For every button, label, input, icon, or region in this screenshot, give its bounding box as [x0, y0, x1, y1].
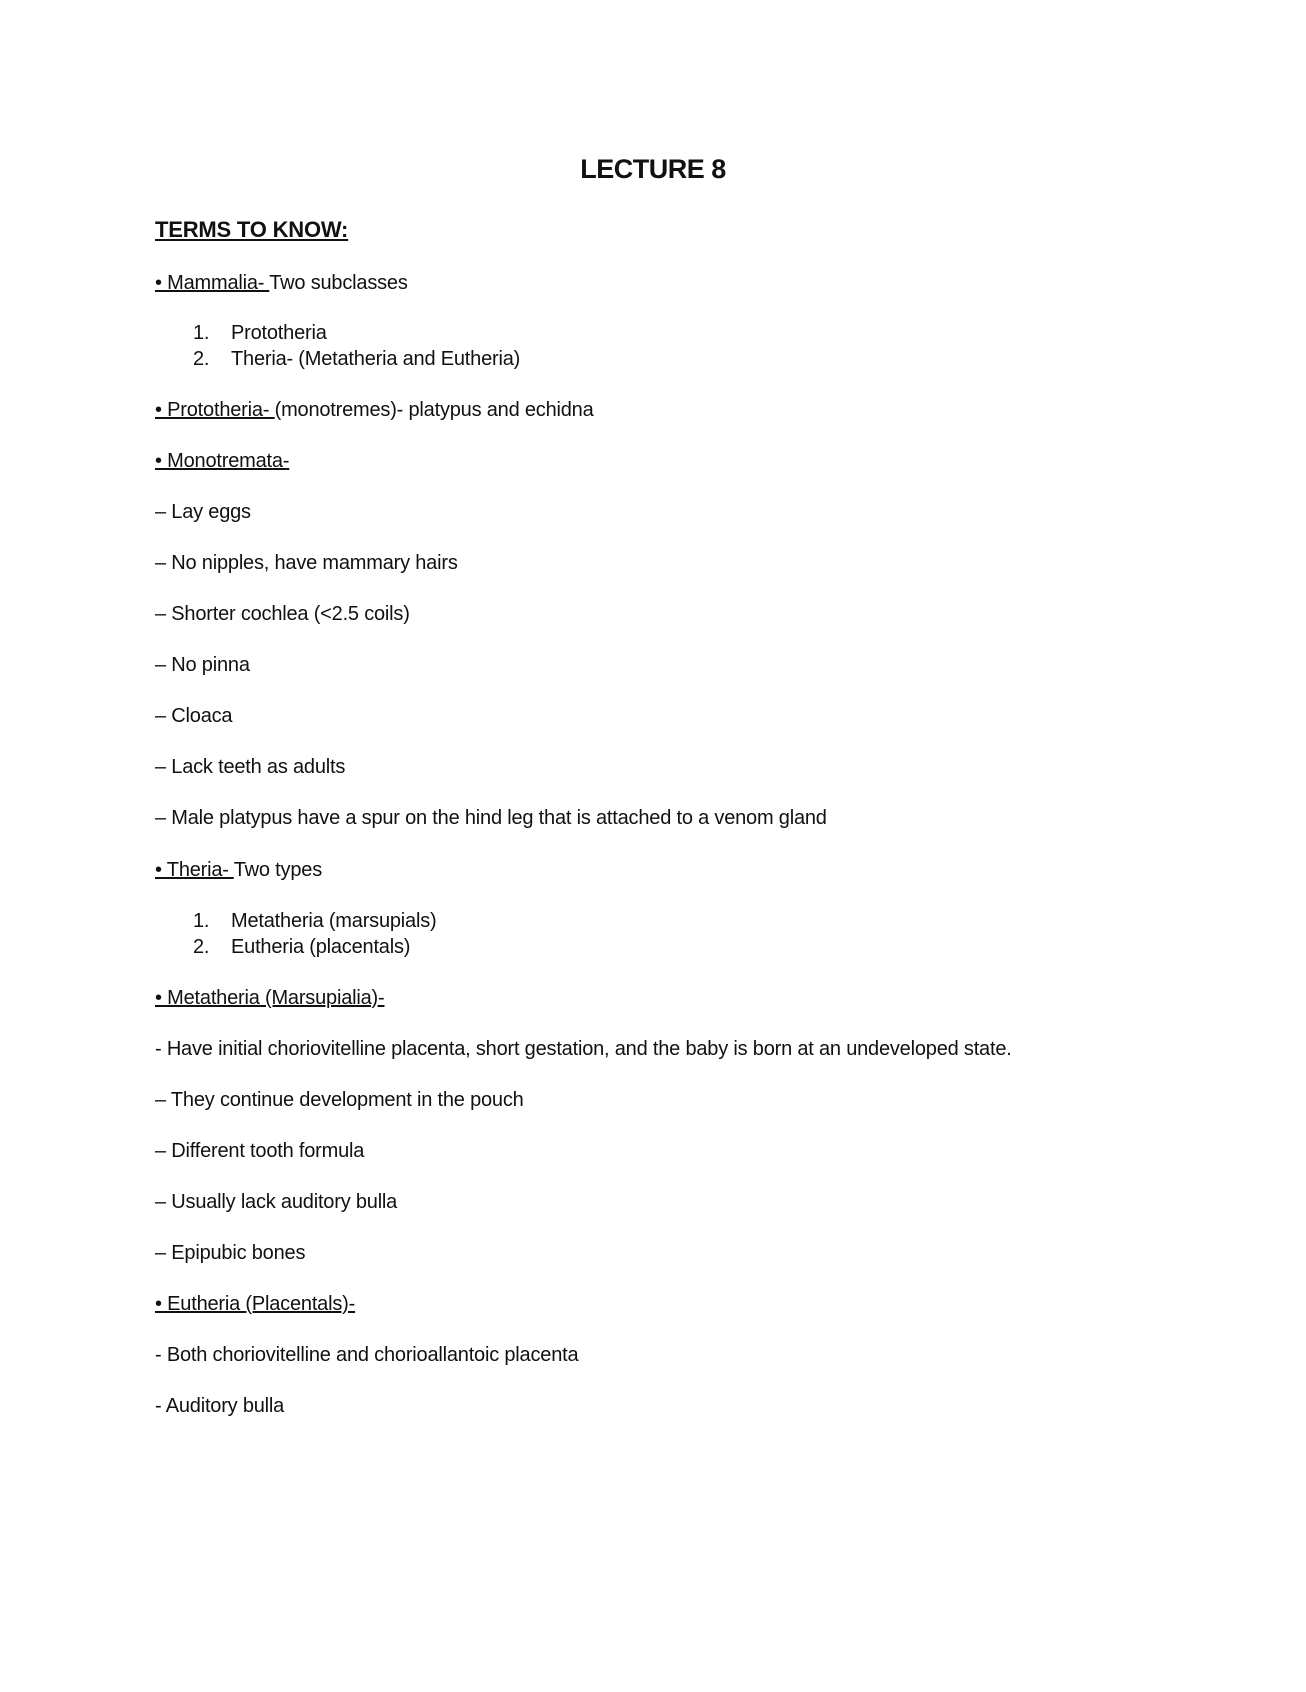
bullet-item: – Different tooth formula: [155, 1140, 365, 1162]
bullet-item: - Both choriovitelline and chorioallantoic placenta: [155, 1344, 579, 1366]
bullet-item: – No pinna: [155, 654, 250, 676]
theria-term: • Theria-: [155, 859, 234, 881]
eutheria-entry: [155, 1291, 355, 1317]
monotremata-term: • Monotremata-: [155, 450, 290, 472]
list-item: [193, 346, 520, 372]
bullet-item: - Auditory bulla: [155, 1395, 285, 1417]
bullet-item: – Male platypus have a spur on the hind leg that is attached to a venom gland: [155, 807, 827, 829]
bullet-item: – Epipubic bones: [155, 1242, 306, 1264]
mammalia-term: • Mammalia-: [155, 272, 270, 294]
list-number: 2.: [193, 348, 210, 370]
theria-entry: [155, 857, 322, 883]
theria-desc: Two types: [233, 859, 322, 881]
prototheria-term: • Prototheria-: [155, 399, 275, 421]
bullet-item: – No nipples, have mammary hairs: [155, 552, 458, 574]
bullet-item: - Have initial choriovitelline placenta, short gestation, and the baby is born at an undeveloped state.: [155, 1038, 1012, 1060]
list-item: [193, 934, 410, 960]
list-item: [193, 908, 436, 934]
bullet-item: – Lay eggs: [155, 501, 251, 523]
bullet-item: – Shorter cochlea (<2.5 coils): [155, 603, 410, 625]
list-text: Prototheria: [231, 322, 327, 344]
list-text: Eutheria (placentals): [231, 936, 411, 958]
list-text: Theria- (Metatheria and Eutheria): [231, 348, 521, 370]
list-number: 1.: [193, 322, 210, 344]
mammalia-desc: Two subclasses: [269, 272, 408, 294]
list-number: 1.: [193, 910, 210, 932]
list-text: Metatheria (marsupials): [231, 910, 437, 932]
mammalia-entry: [155, 270, 408, 296]
eutheria-term: • Eutheria (Placentals)-: [155, 1293, 356, 1315]
prototheria-desc: (monotremes)- platypus and echidna: [274, 399, 594, 421]
metatheria-entry: [155, 985, 384, 1011]
bullet-item: – They continue development in the pouch: [155, 1089, 524, 1111]
bullet-item: – Lack teeth as adults: [155, 756, 346, 778]
metatheria-term: • Metatheria (Marsupialia)-: [155, 987, 385, 1009]
bullet-item: – Usually lack auditory bulla: [155, 1191, 398, 1213]
page-title: LECTURE 8: [580, 154, 726, 184]
list-number: 2.: [193, 936, 210, 958]
section-heading: TERMS TO KNOW:: [155, 217, 349, 242]
list-item: [193, 320, 327, 346]
monotremata-entry: [155, 448, 289, 474]
prototheria-entry: [155, 397, 594, 423]
bullet-item: – Cloaca: [155, 705, 233, 727]
